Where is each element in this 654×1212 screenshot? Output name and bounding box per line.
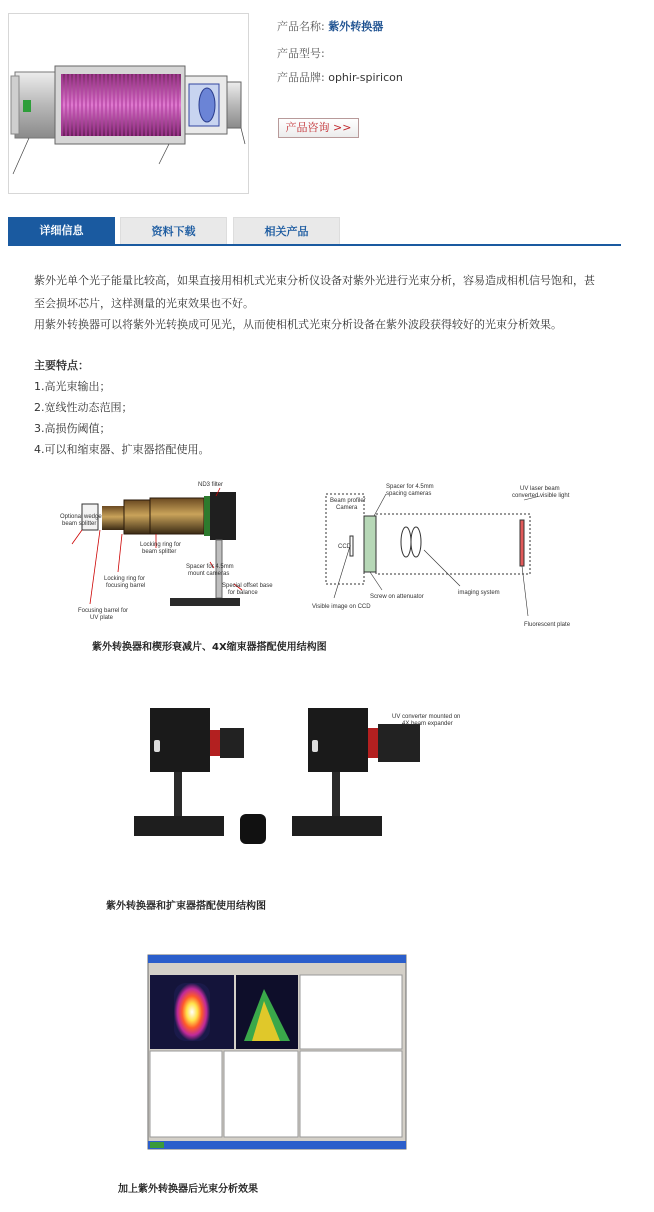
figure-software-screenshot [148,955,406,1149]
label-spacer-2: mount cameras [188,571,230,577]
label-spacer-schematic-2: spacing cameras [386,491,432,497]
figure-camera-photo [134,700,470,850]
label-uv-converter-note-1: UV converter mounted on [392,714,461,720]
tab-related-products[interactable]: 相关产品 [233,217,340,244]
tab-details[interactable]: 详细信息 [8,217,115,244]
tabs-underline [8,244,621,246]
label-ring-splitter-2: beam splitter [142,549,177,555]
label-beam-profiler-2: Camera [336,505,358,511]
features-title: 主要特点： [34,359,89,372]
caption-figure-1: 紫外转换器和楔形衰减片、4X缩束器搭配使用结构图 [92,642,327,653]
feature-item-1: 1.高光束输出； [34,380,111,393]
product-brand-value: ophir-spiricon [328,71,403,84]
label-fluorescent-plate: Fluorescent plate [524,622,571,628]
product-image [8,13,249,194]
product-model-label: 产品型号: [277,47,325,60]
label-ring-barrel-2: focusing barrel [106,583,146,589]
feature-item-4: 4.可以和缩束器、扩束器搭配使用。 [34,443,210,456]
product-name-row [277,18,383,34]
label-spacer-schematic-1: Spacer for 4.5mm [386,484,434,490]
label-base-2: for balance [228,590,258,596]
product-brand-row [277,69,403,85]
product-name-label: 产品名称: [277,20,325,33]
label-focus-1: Focusing barrel for [78,608,129,614]
label-wedge-2: beam splitter [62,521,97,527]
intro-text-line1: 紫外光单个光子能量比较高，如果直接用相机式光束分析仪设备对紫外光进行光束分析，容易造成相机信号饱和，甚 [34,274,595,287]
product-model-row [277,45,325,61]
label-spacer-1: Spacer for 4.5mm [186,564,234,570]
label-uv-beam-1: UV laser beam [520,486,560,492]
figure-schematic-diagram [310,480,578,630]
label-ring-barrel-1: Locking ring for [104,576,146,582]
label-base-1: Special offset base [222,583,273,589]
feature-item-2: 2.宽线性动态范围； [34,401,133,414]
label-focus-2: UV plate [90,615,114,621]
label-uv-beam-2: converted visible light [512,493,570,499]
caption-figure-2: 紫外转换器和扩束器搭配使用结构图 [106,901,266,912]
label-nd3-filter: ND3 filter [198,482,224,488]
label-wedge-1: Optional wedge [60,514,102,520]
label-ccd: CCD [338,544,351,550]
intro-text-line2: 至会损坏芯片，这样测量的光束效果也不好。 [34,297,254,310]
caption-figure-3: 加上紫外转换器后光束分析效果 [118,1184,258,1195]
feature-item-3: 3.高损伤阈值； [34,422,111,435]
product-name-value: 紫外转换器 [328,20,384,33]
product-consult-button[interactable]: 产品咨询 >> [278,118,359,138]
label-beam-profiler-1: Beam profiler [330,498,366,504]
label-ring-splitter-1: Locking ring for [140,542,182,548]
label-screw-attenuator: Screw on attenuator [370,594,424,600]
label-imaging-system: imaging system [458,590,500,596]
intro-text-line3: 用紫外转换器可以将紫外光转换成可见光，从而使相机式光束分析设备在紫外波段获得较好的光束分析效果。 [34,318,562,331]
tab-downloads[interactable]: 资料下载 [120,217,227,244]
label-visible-image: Visible image on CCD [312,604,371,610]
label-uv-converter-note-2: 4X beam expander [402,721,453,727]
figure-assembly-photo [60,476,273,626]
product-brand-label: 产品品牌: [277,71,325,84]
